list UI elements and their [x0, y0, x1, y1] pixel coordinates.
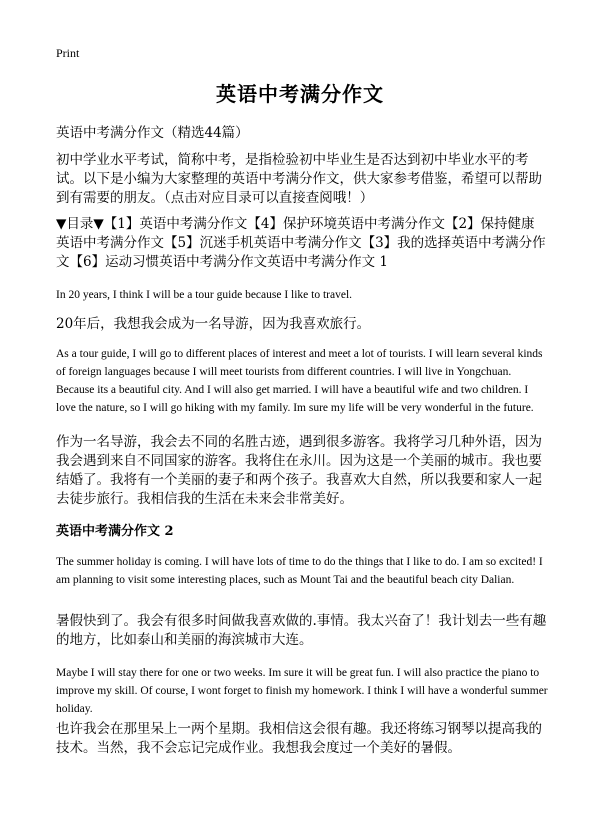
essay2-paragraph2-english: Maybe I will stay there for one or two weeks. Im sure it will be great fun. I will also practice the piano to improve my skill. Of course, I wont forget to finish my homework. I think I will have a wonderful summer holiday. — [56, 667, 548, 715]
essay1-paragraph2-english: As a tour guide, I will go to different places of interest and meet a lot of tourists. I will learn several kinds of foreign languages because I will meet tourists from different countries. I will live in Yongchuan. Because its a beautiful city. And I will also get married. I will have a beautiful wife and two children. I love the nature, so I will go hiking with my family. Im sure my life will be very wonderful in the future. — [56, 348, 543, 414]
essay1-paragraph1-english: In 20 years, I think I will be a tour guide because I like to travel. — [56, 289, 353, 301]
essay1-paragraph1-chinese: 20年后，我想我会成为一名导游，因为我喜欢旅行。 — [56, 316, 371, 332]
document-subtitle: 英语中考满分作文（精选44篇） — [56, 125, 249, 141]
essay2-paragraph1-chinese: 暑假快到了。我会有很多时间做我喜欢做的.事情。我太兴奋了！我计划去一些有趣的地方，比如泰山和美丽的海滨城市大连。 — [56, 613, 547, 648]
essay2-paragraph1-english: The summer holiday is coming. I will have lots of time to do the things that I like to do. I am so excited! I am planning to visit some interesting places, such as Mount Tai and the beautiful beach city Dalian. — [56, 556, 543, 586]
essay2-heading: 英语中考满分作文 2 — [56, 524, 174, 539]
essay2-paragraph2-chinese: 也许我会在那里呆上一两个星期。我相信这会很有趣。我还将练习钢琴以提高我的技术。当然，我不会忘记完成作业。我想我会度过一个美好的暑假。 — [56, 721, 542, 756]
essay1-paragraph2-chinese: 作为一名导游，我会去不同的名胜古迹，遇到很多游客。我将学习几种外语，因为我会遇到来自不同国家的游客。我将住在永川。因为这是一个美丽的城市。我也要结婚了。我将有一个美丽的妻子和两个孩子。我喜欢大自然，所以我要和家人一起去徒步旅行。我相信我的生活在未来会非常美好。 — [56, 434, 542, 507]
print-label[interactable]: Print — [56, 46, 80, 60]
table-of-contents[interactable]: ▼目录▼【1】英语中考满分作文【4】保护环境英语中考满分作文【2】保持健康英语中考满分作文【5】沉迷手机英语中考满分作文【3】我的选择英语中考满分作文【6】运动习惯英语中考满分作文英语中考满分作文 1 — [56, 216, 546, 270]
page-title: 英语中考满分作文 — [216, 82, 384, 106]
intro-paragraph: 初中学业水平考试，简称中考，是指检验初中毕业生是否达到初中毕业水平的考试。以下是小编为大家整理的英语中考满分作文，供大家参考借鉴，希望可以帮助到有需要的朋友。（点击对应目录可以直接查阅哦！） — [56, 152, 542, 206]
